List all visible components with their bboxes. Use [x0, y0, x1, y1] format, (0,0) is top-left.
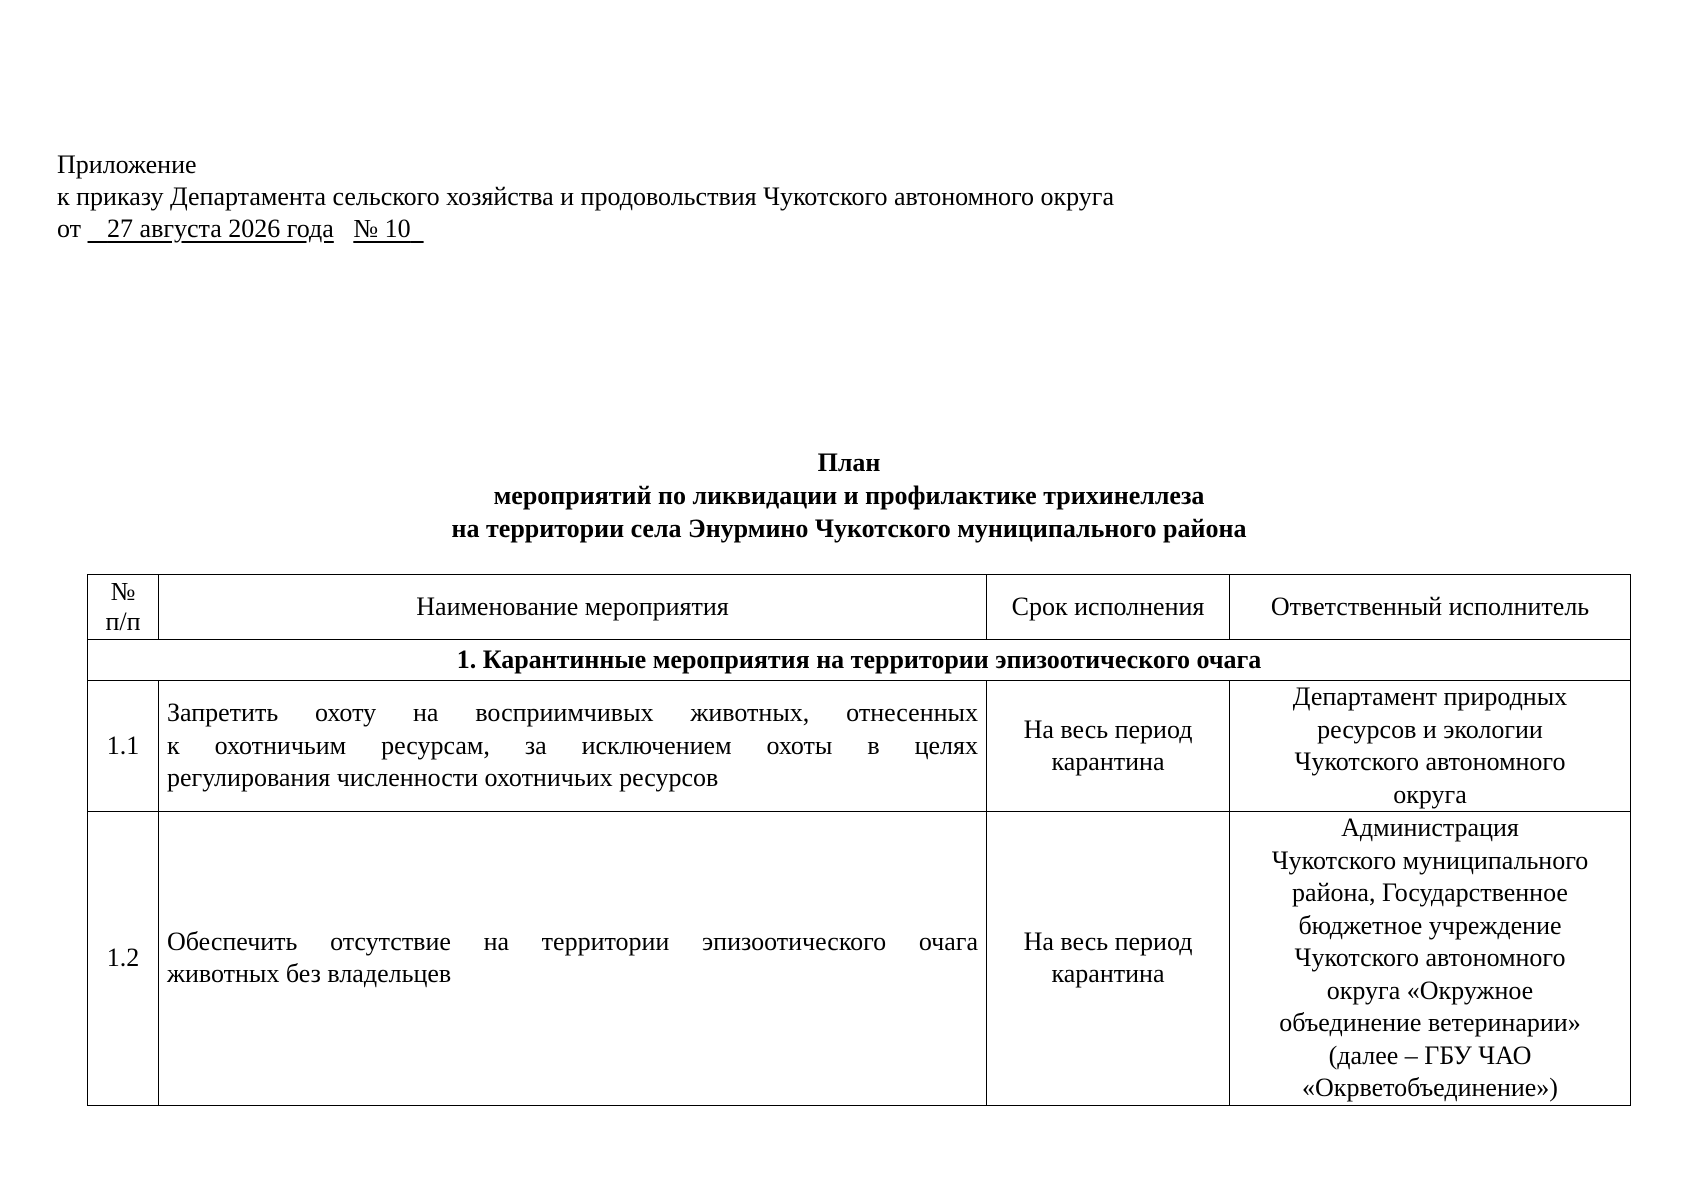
column-header-term: Срок исполнения — [987, 575, 1230, 640]
order-reference: к приказу Департамента сельского хозяйства и продовольствия Чукотского автономного округа — [57, 182, 1114, 211]
title-line-3: на территории села Энурмино Чукотского муниципального района — [451, 514, 1247, 543]
activity-name: Запретить охоту на восприимчивых животных, отнесенных к охотничьим ресурсам, за исключением охоты в целях регулирования численности охотничьих ресурсов — [159, 681, 987, 812]
title-line-2: мероприятий по ликвидации и профилактике трихинеллеза — [493, 481, 1205, 510]
activity-term: На весь период карантина — [987, 812, 1230, 1106]
plan-table — [87, 574, 1631, 1106]
date-prefix: от — [57, 214, 82, 243]
activity-name: Обеспечить отсутствие на территории эпизоотического очага животных без владельцев — [159, 812, 987, 1106]
column-header-number: № п/п — [88, 575, 159, 640]
column-header-responsible: Ответственный исполнитель — [1230, 575, 1631, 640]
table-row — [88, 681, 1631, 812]
column-header-name: Наименование мероприятия — [159, 575, 987, 640]
activity-responsible: Администрация Чукотского муниципального района, Государственное бюджетное учреждение Чукотского автономного округа «Окружное объединение ветеринарии» (далее – ГБУ ЧАО «Окрветобъединение») — [1230, 812, 1631, 1106]
order-number: № 10 — [353, 214, 411, 243]
appendix-header — [57, 149, 1114, 245]
order-date: 27 августа 2026 года — [107, 214, 334, 243]
row-number: 1.1 — [88, 681, 159, 812]
document-title — [0, 446, 1698, 545]
section-title: 1. Карантинные мероприятия на территории эпизоотического очага — [88, 640, 1631, 681]
order-date-line — [57, 213, 1114, 245]
appendix-label: Приложение — [57, 150, 197, 179]
table-row — [88, 812, 1631, 1106]
section-row — [88, 640, 1631, 681]
activity-responsible: Департамент природных ресурсов и экологии Чукотского автономного округа — [1230, 681, 1631, 812]
title-line-1: План — [817, 448, 881, 477]
activity-term: На весь период карантина — [987, 681, 1230, 812]
row-number: 1.2 — [88, 812, 159, 1106]
table-header-row — [88, 575, 1631, 640]
